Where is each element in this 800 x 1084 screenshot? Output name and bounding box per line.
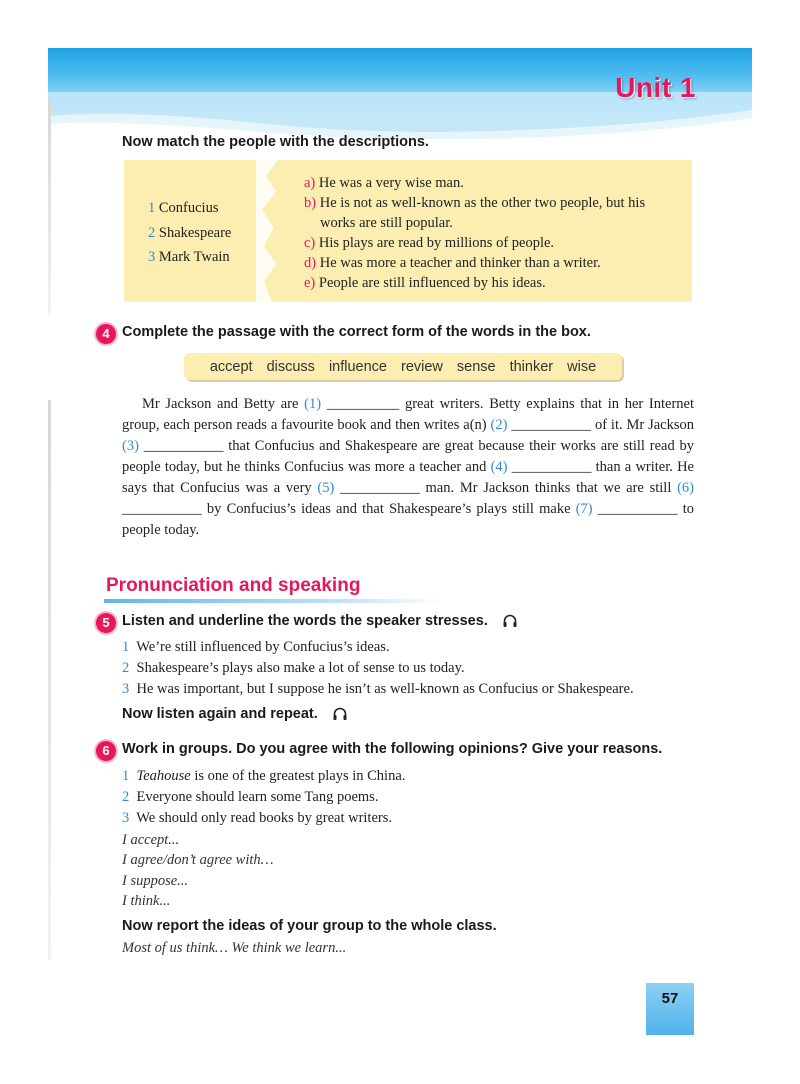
exercise-number-badge: 5	[96, 613, 116, 633]
repeat-instruction: Now listen again and repeat.	[122, 706, 348, 722]
description-item: d) He was more a teacher and thinker than a writer.	[304, 255, 601, 271]
left-margin-line	[48, 100, 51, 315]
word-item: sense	[456, 358, 496, 375]
exercise-number-badge: 4	[96, 324, 116, 344]
description-item: a) He was a very wise man.	[304, 175, 464, 191]
left-margin-line	[48, 400, 51, 960]
useful-phrase: I suppose...	[122, 873, 189, 889]
person-item: 1 Confucius	[148, 200, 219, 216]
list-item: 1 Teahouse is one of the greatest plays in China.	[122, 768, 406, 784]
word-item: influence	[328, 358, 387, 375]
blank-number: (2)	[490, 417, 508, 433]
person-item: 3 Mark Twain	[148, 249, 230, 265]
word-item: discuss	[266, 358, 315, 375]
blank-number: (6)	[677, 480, 694, 496]
description-item: b) He is not as well-known as the other two people, but his	[304, 195, 646, 211]
blank-number: (7)	[575, 501, 593, 517]
list-item: 3 He was important, but I suppose he isn’t as well-known as Confucius or Shakespeare.	[122, 681, 634, 697]
description-item: e) People are still influenced by his ideas.	[304, 275, 546, 291]
zigzag-divider	[256, 160, 286, 302]
unit-title: Unit 1	[615, 72, 696, 103]
useful-phrase: I agree/don’t agree with…	[122, 852, 274, 868]
word-item: wise	[567, 358, 597, 375]
exercise-5-instruction: Listen and underline the words the speaker stresses.	[122, 613, 518, 629]
list-item: 2 Everyone should learn some Tang poems.	[122, 789, 379, 805]
page-number: 57	[661, 990, 679, 1007]
exercise-4-instruction: Complete the passage with the correct form of the words in the box.	[122, 324, 591, 340]
word-item: accept	[209, 358, 253, 375]
report-instruction: Now report the ideas of your group to the whole class.	[122, 918, 497, 934]
match-instruction: Now match the people with the descriptions.	[122, 134, 429, 150]
description-item-continued: works are still popular.	[320, 215, 453, 231]
report-phrase: Most of us think… We think we learn...	[122, 940, 347, 956]
useful-phrase: I accept...	[122, 832, 180, 848]
headphones-icon[interactable]	[332, 706, 348, 722]
person-item: 2 Shakespeare	[148, 225, 232, 241]
word-item: review	[400, 358, 443, 375]
headphones-icon[interactable]	[502, 613, 518, 629]
blank-number: (5)	[317, 480, 335, 496]
blank-number: (4)	[490, 459, 508, 475]
list-item: 1 We’re still influenced by Confucius’s ideas.	[122, 639, 390, 655]
passage: Mr Jackson and Betty are (1) __________ great writers. Betty explains that in her Internet group, each person reads a favourite book and then writes a(n) (2) ___________ of it. Mr Jackson (3) ___________ that Confucius and Shakespeare are great because their works are still read by people today, but he thinks Confucius was more a teacher and (4) ___________ than a writer. He says that Confucius was a very (5) ___________ man. Mr Jackson thinks that we are still (6) ___________ by Confucius’s ideas and that Shakespeare’s plays still make (7) ___________ to people today.	[122, 396, 695, 538]
list-item: 3 We should only read books by great writers.	[122, 810, 392, 826]
list-item: 2 Shakespeare’s plays also make a lot of sense to us today.	[122, 660, 465, 676]
word-item: thinker	[509, 358, 554, 375]
blank-number: (1)	[304, 396, 322, 412]
useful-phrase: I think...	[122, 893, 171, 909]
description-item: c) His plays are read by millions of people.	[304, 235, 555, 251]
word-box	[184, 353, 622, 380]
exercise-number-badge: 6	[96, 741, 116, 761]
exercise-6-instruction: Work in groups. Do you agree with the following opinions? Give your reasons.	[122, 741, 663, 757]
section-underline	[104, 599, 444, 603]
section-title: Pronunciation and speaking	[106, 575, 361, 596]
blank-number: (3)	[122, 438, 139, 454]
